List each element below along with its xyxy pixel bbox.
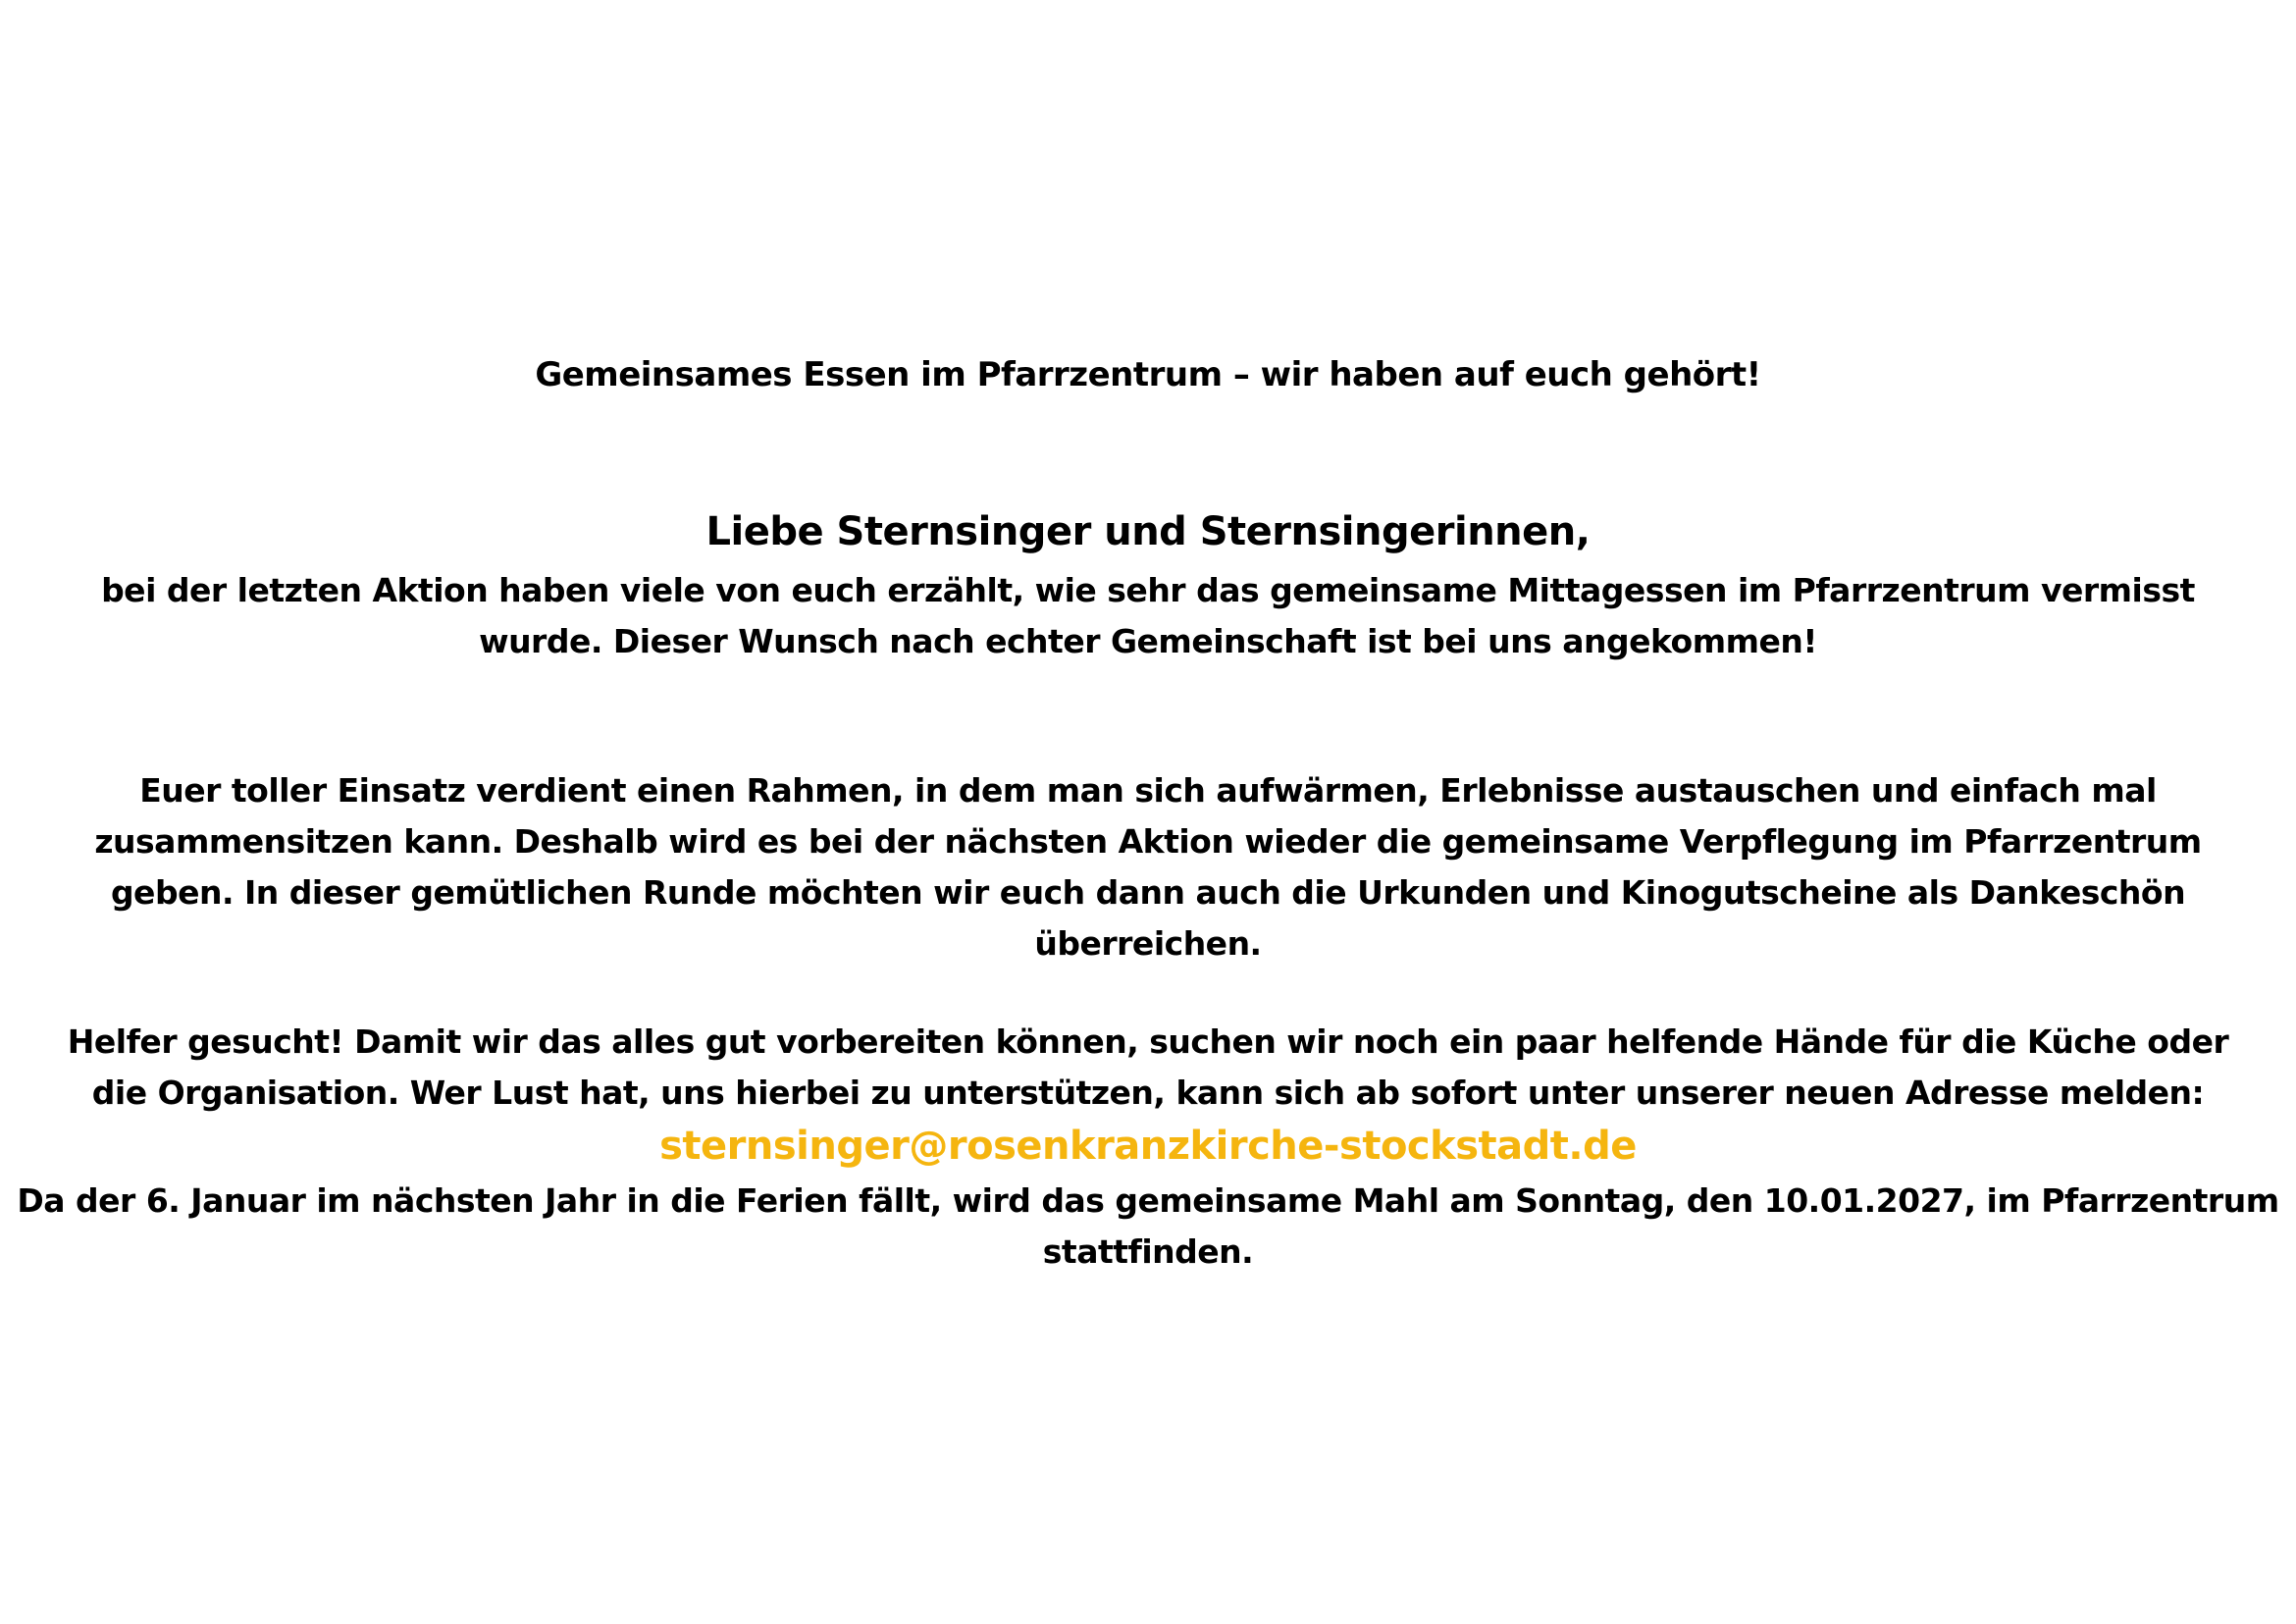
flyer-heading: Gemeinsames Essen im Pfarrzentrum – wir haben auf euch gehört! [535,355,1761,394]
greeting: Liebe Sternsinger und Sternsingerinnen, [705,509,1591,554]
paragraph-catering: Euer toller Einsatz verdient einen Rahmen, in dem man sich aufwärmen, Erlebnisse austauschen und einfach mal zusammensitzen kann. Deshalb wird es bei der nächsten Aktion wieder die gemeinsame Verpflegung im Pfarrzentrum geben. In dieser gemütlichen Runde möchten wir euch dann auch die Urkunden und Kinogutscheine als Dankeschön überreichen. [94,771,2202,963]
paragraph-wish: bei der letzten Aktion haben viele von euch erzählt, wie sehr das gemeinsame Mittagessen im Pfarrzentrum vermisst wurde. Dieser Wunsch nach echter Gemeinschaft ist bei uns angekommen! [101,571,2195,660]
contact-email-link[interactable]: sternsinger@rosenkranzkirche-stockstadt.de [659,1124,1637,1169]
paragraph-date: Da der 6. Januar im nächsten Jahr in die Ferien fällt, wird das gemeinsame Mahl am Sonntag, den 10.01.2027, im Pfarrzentrum stattfinden. [17,1181,2279,1271]
paragraph-helpers: Helfer gesucht! Damit wir das alles gut vorbereiten können, suchen wir noch ein paar helfende Hände für die Küche oder die Organisation. Wer Lust hat, uns hierbei zu unterstützen, kann sich ab sofort unter unserer neuen Adresse melden: [67,1022,2229,1112]
